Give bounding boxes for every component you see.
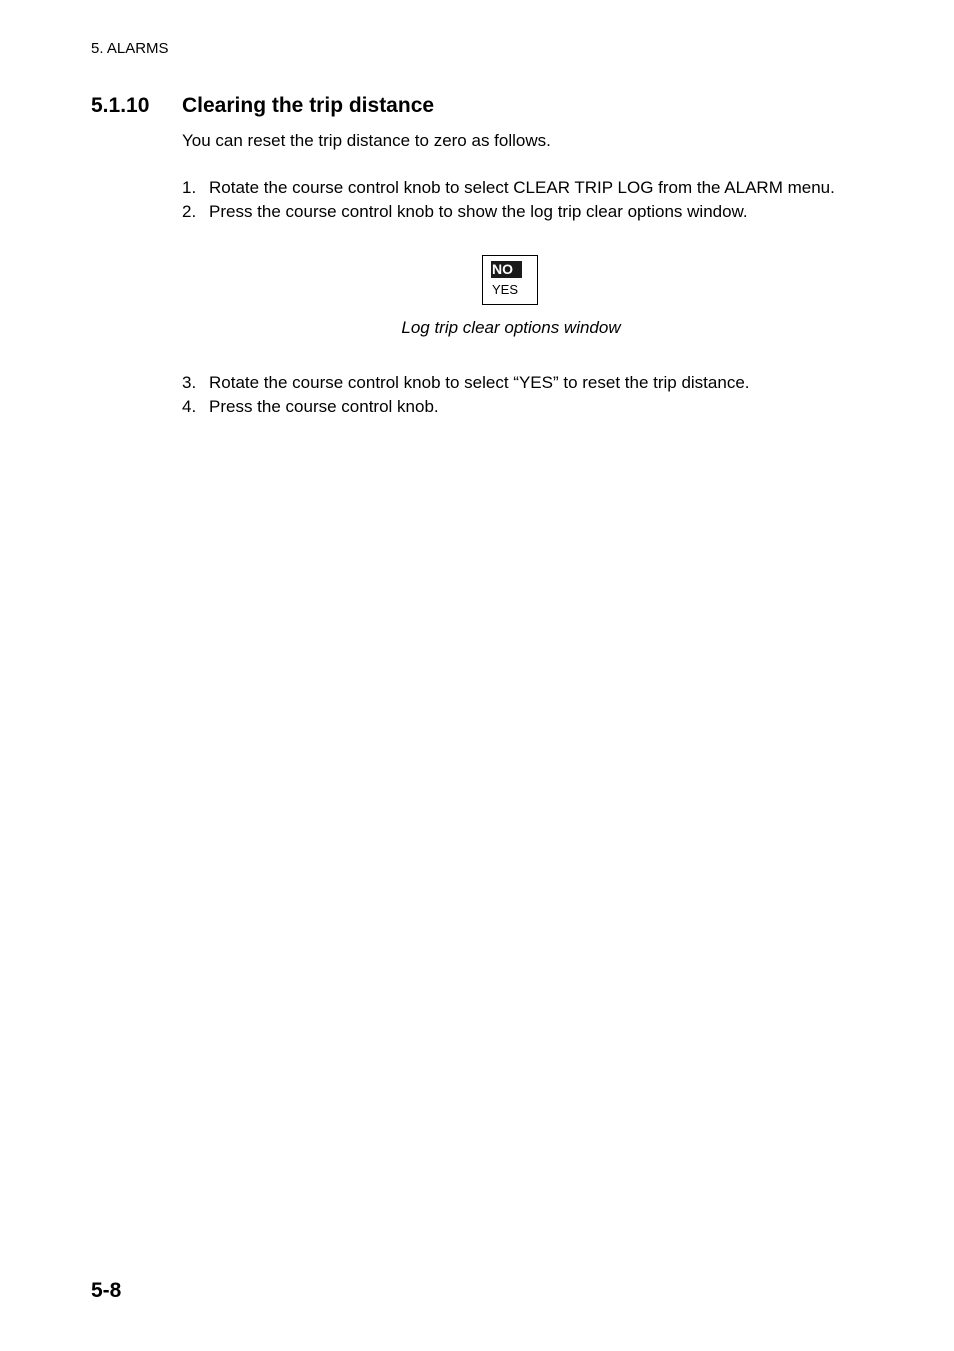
option-yes: YES bbox=[492, 282, 519, 297]
figure-caption: Log trip clear options window bbox=[401, 318, 621, 337]
log-trip-clear-options-window bbox=[482, 255, 538, 305]
step-number: 2. bbox=[182, 202, 197, 221]
step-number: 3. bbox=[182, 373, 197, 392]
list-item bbox=[182, 200, 862, 224]
step-list-part-1 bbox=[182, 176, 862, 224]
step-number: 4. bbox=[182, 397, 197, 416]
section-heading bbox=[91, 93, 434, 119]
step-text: Rotate the course control knob to select CLEAR TRIP LOG from the ALARM menu. bbox=[209, 178, 835, 197]
step-text: Press the course control knob to show the log trip clear options window. bbox=[209, 202, 748, 221]
option-no-selected: NO bbox=[491, 261, 522, 278]
page-number: 5-8 bbox=[91, 1279, 122, 1302]
step-number: 1. bbox=[182, 178, 197, 197]
step-text: Rotate the course control knob to select “YES” to reset the trip distance. bbox=[209, 373, 750, 392]
section-title: Clearing the trip distance bbox=[182, 94, 435, 117]
running-header: 5. ALARMS bbox=[91, 40, 169, 57]
intro-paragraph: You can reset the trip distance to zero as follows. bbox=[182, 131, 551, 150]
step-text: Press the course control knob. bbox=[209, 397, 439, 416]
list-item bbox=[182, 371, 862, 395]
step-list-part-2 bbox=[182, 371, 862, 419]
list-item bbox=[182, 395, 862, 419]
list-item bbox=[182, 176, 862, 200]
section-number: 5.1.10 bbox=[91, 94, 150, 117]
